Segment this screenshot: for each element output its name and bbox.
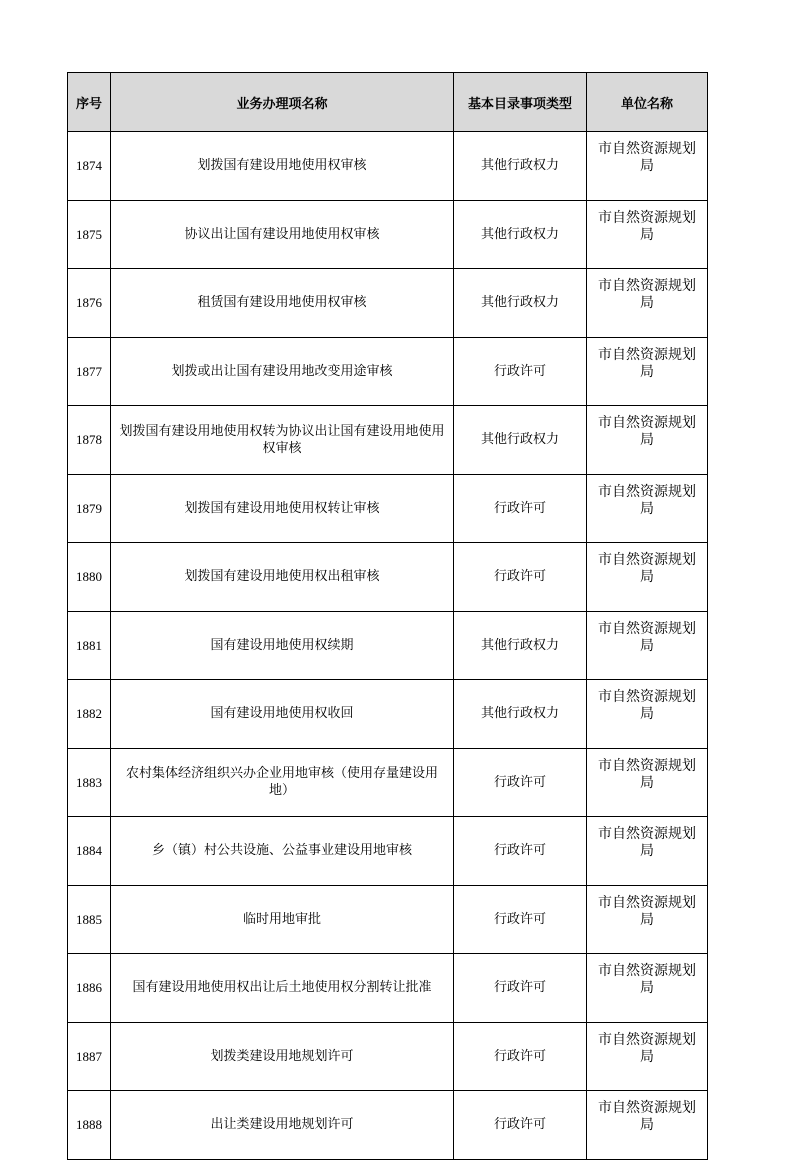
table-row xyxy=(68,817,708,886)
cell-item-type: 行政许可 xyxy=(454,1022,587,1091)
cell-item-name: 划拨或出让国有建设用地改变用途审核 xyxy=(111,337,454,406)
cell-item-name: 划拨国有建设用地使用权转为协议出让国有建设用地使用权审核 xyxy=(111,406,454,475)
cell-serial-number: 1880 xyxy=(68,543,111,612)
cell-serial-number: 1885 xyxy=(68,885,111,954)
cell-item-type: 行政许可 xyxy=(454,954,587,1023)
header-unit-name: 单位名称 xyxy=(587,73,708,132)
table-row xyxy=(68,611,708,680)
cell-serial-number: 1877 xyxy=(68,337,111,406)
cell-unit-name: 市自然资源规划局 xyxy=(587,406,708,475)
cell-item-name: 租赁国有建设用地使用权审核 xyxy=(111,269,454,338)
table-row xyxy=(68,406,708,475)
cell-item-type: 其他行政权力 xyxy=(454,132,587,201)
cell-serial-number: 1884 xyxy=(68,817,111,886)
cell-serial-number: 1888 xyxy=(68,1091,111,1160)
cell-unit-name: 市自然资源规划局 xyxy=(587,543,708,612)
table-row xyxy=(68,474,708,543)
header-item-name: 业务办理项名称 xyxy=(111,73,454,132)
header-serial-number: 序号 xyxy=(68,73,111,132)
cell-item-type: 行政许可 xyxy=(454,337,587,406)
table-row xyxy=(68,269,708,338)
table-row xyxy=(68,200,708,269)
cell-unit-name: 市自然资源规划局 xyxy=(587,474,708,543)
cell-item-type: 其他行政权力 xyxy=(454,611,587,680)
table-row xyxy=(68,954,708,1023)
cell-item-type: 行政许可 xyxy=(454,543,587,612)
cell-item-type: 其他行政权力 xyxy=(454,680,587,749)
cell-serial-number: 1878 xyxy=(68,406,111,475)
cell-serial-number: 1875 xyxy=(68,200,111,269)
cell-item-name: 划拨国有建设用地使用权出租审核 xyxy=(111,543,454,612)
cell-unit-name: 市自然资源规划局 xyxy=(587,337,708,406)
cell-serial-number: 1887 xyxy=(68,1022,111,1091)
cell-unit-name: 市自然资源规划局 xyxy=(587,1091,708,1160)
cell-serial-number: 1876 xyxy=(68,269,111,338)
cell-serial-number: 1881 xyxy=(68,611,111,680)
cell-unit-name: 市自然资源规划局 xyxy=(587,132,708,201)
cell-unit-name: 市自然资源规划局 xyxy=(587,817,708,886)
cell-item-type: 其他行政权力 xyxy=(454,200,587,269)
service-items-table xyxy=(67,72,708,1160)
cell-item-name: 划拨类建设用地规划许可 xyxy=(111,1022,454,1091)
cell-item-name: 国有建设用地使用权收回 xyxy=(111,680,454,749)
cell-serial-number: 1874 xyxy=(68,132,111,201)
cell-unit-name: 市自然资源规划局 xyxy=(587,954,708,1023)
table-row xyxy=(68,132,708,201)
cell-item-name: 划拨国有建设用地使用权审核 xyxy=(111,132,454,201)
cell-item-name: 划拨国有建设用地使用权转让审核 xyxy=(111,474,454,543)
table-body xyxy=(68,132,708,1160)
table-row xyxy=(68,680,708,749)
cell-unit-name: 市自然资源规划局 xyxy=(587,885,708,954)
cell-item-name: 协议出让国有建设用地使用权审核 xyxy=(111,200,454,269)
cell-item-type: 其他行政权力 xyxy=(454,406,587,475)
cell-serial-number: 1879 xyxy=(68,474,111,543)
cell-unit-name: 市自然资源规划局 xyxy=(587,200,708,269)
table-row xyxy=(68,748,708,817)
cell-unit-name: 市自然资源规划局 xyxy=(587,1022,708,1091)
cell-item-type: 行政许可 xyxy=(454,817,587,886)
cell-item-name: 出让类建设用地规划许可 xyxy=(111,1091,454,1160)
table-row xyxy=(68,1022,708,1091)
cell-item-name: 国有建设用地使用权续期 xyxy=(111,611,454,680)
cell-item-type: 行政许可 xyxy=(454,474,587,543)
cell-item-name: 农村集体经济组织兴办企业用地审核（使用存量建设用地） xyxy=(111,748,454,817)
table-header xyxy=(68,73,708,132)
cell-unit-name: 市自然资源规划局 xyxy=(587,748,708,817)
cell-unit-name: 市自然资源规划局 xyxy=(587,611,708,680)
cell-item-type: 行政许可 xyxy=(454,1091,587,1160)
cell-unit-name: 市自然资源规划局 xyxy=(587,269,708,338)
table-row xyxy=(68,337,708,406)
cell-serial-number: 1882 xyxy=(68,680,111,749)
cell-item-type: 其他行政权力 xyxy=(454,269,587,338)
cell-unit-name: 市自然资源规划局 xyxy=(587,680,708,749)
cell-serial-number: 1883 xyxy=(68,748,111,817)
cell-item-type: 行政许可 xyxy=(454,885,587,954)
table-row xyxy=(68,885,708,954)
header-row xyxy=(68,73,708,132)
cell-serial-number: 1886 xyxy=(68,954,111,1023)
table-row xyxy=(68,543,708,612)
table-row xyxy=(68,1091,708,1160)
cell-item-type: 行政许可 xyxy=(454,748,587,817)
cell-item-name: 乡（镇）村公共设施、公益事业建设用地审核 xyxy=(111,817,454,886)
header-item-type: 基本目录事项类型 xyxy=(454,73,587,132)
cell-item-name: 临时用地审批 xyxy=(111,885,454,954)
cell-item-name: 国有建设用地使用权出让后土地使用权分割转让批准 xyxy=(111,954,454,1023)
